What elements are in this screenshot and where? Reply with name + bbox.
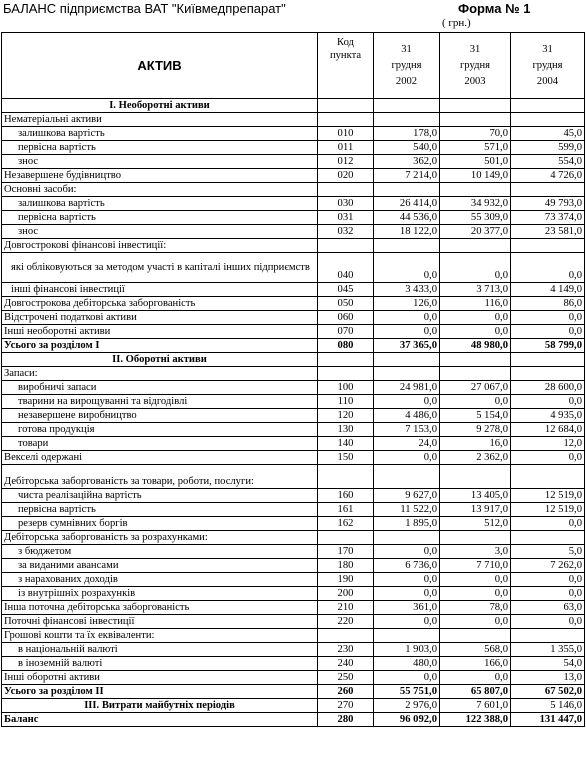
row-label: Інша поточна дебіторська заборгованість [2, 601, 318, 615]
row-code: 130 [318, 423, 374, 437]
table-row [2, 141, 585, 155]
value-2004: 86,0 [511, 297, 585, 311]
balance-table [1, 32, 585, 727]
row-label: резерв сумнівних боргів [2, 517, 318, 531]
value-2003 [440, 465, 511, 489]
row-code: 050 [318, 297, 374, 311]
value-2002: 44 536,0 [374, 211, 440, 225]
row-label: із внутрішніх розрахунків [2, 587, 318, 601]
year-2003-year: 2003 [464, 75, 486, 87]
row-code: 280 [318, 713, 374, 727]
row-label: залишкова вартість [2, 197, 318, 211]
value-2003 [440, 531, 511, 545]
value-2003: 65 807,0 [440, 685, 511, 699]
row-code: 012 [318, 155, 374, 169]
table-row [2, 297, 585, 311]
value-2004: 54,0 [511, 657, 585, 671]
value-2002: 26 414,0 [374, 197, 440, 211]
value-2002: 178,0 [374, 127, 440, 141]
row-code: 030 [318, 197, 374, 211]
row-code [318, 239, 374, 253]
row-label: Основні засоби: [2, 183, 318, 197]
value-2002: 0,0 [374, 325, 440, 339]
row-label: Усього за розділом II [2, 685, 318, 699]
row-label: Відстрочені податкові активи [2, 311, 318, 325]
row-code: 190 [318, 573, 374, 587]
table-row [2, 423, 585, 437]
table-row [2, 699, 585, 713]
row-code: 011 [318, 141, 374, 155]
row-label: первісна вартість [2, 141, 318, 155]
value-2003: 0,0 [440, 615, 511, 629]
row-code: 260 [318, 685, 374, 699]
value-2002: 55 751,0 [374, 685, 440, 699]
value-2004: 0,0 [511, 517, 585, 531]
value-2003: 501,0 [440, 155, 511, 169]
row-code [318, 353, 374, 367]
value-2003: 0,0 [440, 253, 511, 283]
value-2003: 55 309,0 [440, 211, 511, 225]
value-2003: 0,0 [440, 325, 511, 339]
row-label: виробничі запаси [2, 381, 318, 395]
table-row [2, 113, 585, 127]
value-2002: 0,0 [374, 587, 440, 601]
value-2004 [511, 629, 585, 643]
year-2002-year: 2002 [395, 75, 418, 87]
row-code: 010 [318, 127, 374, 141]
value-2004 [511, 99, 585, 113]
value-2003 [440, 367, 511, 381]
row-code: 040 [318, 253, 374, 283]
row-code [318, 367, 374, 381]
row-label: первісна вартість [2, 211, 318, 225]
value-2003: 16,0 [440, 437, 511, 451]
value-2002: 24,0 [374, 437, 440, 451]
row-label: I. Необоротні активи [2, 99, 318, 113]
value-2004: 13,0 [511, 671, 585, 685]
row-code: 150 [318, 451, 374, 465]
row-code: 120 [318, 409, 374, 423]
value-2003: 166,0 [440, 657, 511, 671]
value-2002: 24 981,0 [374, 381, 440, 395]
row-code: 020 [318, 169, 374, 183]
table-row [2, 395, 585, 409]
value-2002: 126,0 [374, 297, 440, 311]
value-2003: 13 917,0 [440, 503, 511, 517]
row-label: Векселі одержані [2, 451, 318, 465]
value-2002 [374, 113, 440, 127]
row-code: 060 [318, 311, 374, 325]
value-2004: 4 935,0 [511, 409, 585, 423]
row-code [318, 99, 374, 113]
table-row [2, 503, 585, 517]
row-label: які обліковуються за методом участі в капіталі інших підприємств [2, 253, 318, 283]
row-label: знос [2, 155, 318, 169]
row-code: 032 [318, 225, 374, 239]
table-row [2, 311, 585, 325]
year-2002-month: грудня [391, 59, 422, 71]
value-2003 [440, 353, 511, 367]
value-2003: 0,0 [440, 311, 511, 325]
value-2002: 0,0 [374, 395, 440, 409]
value-2004: 131 447,0 [511, 713, 585, 727]
value-2003: 9 278,0 [440, 423, 511, 437]
year-2004-month: грудня [532, 59, 563, 71]
row-code: 270 [318, 699, 374, 713]
value-2003: 48 980,0 [440, 339, 511, 353]
value-2002: 2 976,0 [374, 699, 440, 713]
value-2002: 362,0 [374, 155, 440, 169]
value-2002 [374, 99, 440, 113]
value-2004: 0,0 [511, 253, 585, 283]
table-row [2, 465, 585, 489]
value-2002: 0,0 [374, 573, 440, 587]
row-code: 140 [318, 437, 374, 451]
value-2004 [511, 531, 585, 545]
value-2003 [440, 99, 511, 113]
value-2003: 3 713,0 [440, 283, 511, 297]
year-2002-day: 31 [401, 43, 412, 55]
row-code: 240 [318, 657, 374, 671]
value-2003: 13 405,0 [440, 489, 511, 503]
year-2004-header [511, 33, 585, 99]
value-2002: 1 903,0 [374, 643, 440, 657]
value-2002: 1 895,0 [374, 517, 440, 531]
value-2004 [511, 465, 585, 489]
value-2002 [374, 465, 440, 489]
value-2002 [374, 353, 440, 367]
row-code [318, 465, 374, 489]
row-code: 230 [318, 643, 374, 657]
table-row [2, 657, 585, 671]
row-label: інші фінансові інвестиції [2, 283, 318, 297]
table-row [2, 685, 585, 699]
value-2003: 122 388,0 [440, 713, 511, 727]
asset-column-header: АКТИВ [2, 33, 318, 99]
document-title: БАЛАНС підприємства ВАТ "Київмедпрепарат" [3, 1, 286, 16]
value-2004: 12 519,0 [511, 503, 585, 517]
value-2002: 96 092,0 [374, 713, 440, 727]
table-row [2, 601, 585, 615]
year-2003-month: грудня [459, 59, 491, 71]
value-2003: 0,0 [440, 587, 511, 601]
value-2003: 568,0 [440, 643, 511, 657]
value-2002: 7 153,0 [374, 423, 440, 437]
table-row [2, 225, 585, 239]
value-2003: 0,0 [440, 395, 511, 409]
table-row [2, 253, 585, 283]
row-code: 161 [318, 503, 374, 517]
value-2004: 5,0 [511, 545, 585, 559]
value-2002 [374, 367, 440, 381]
table-row [2, 211, 585, 225]
value-2003: 27 067,0 [440, 381, 511, 395]
row-code [318, 629, 374, 643]
row-label: тварини на вирощуванні та відгодівлі [2, 395, 318, 409]
value-2003: 0,0 [440, 671, 511, 685]
value-2002 [374, 629, 440, 643]
table-row [2, 155, 585, 169]
table-row [2, 339, 585, 353]
row-code: 070 [318, 325, 374, 339]
value-2004 [511, 367, 585, 381]
table-row [2, 451, 585, 465]
value-2004: 7 262,0 [511, 559, 585, 573]
value-2004 [511, 113, 585, 127]
value-2002: 37 365,0 [374, 339, 440, 353]
value-2002: 361,0 [374, 601, 440, 615]
value-2004: 4 726,0 [511, 169, 585, 183]
row-label: з нарахованих доходів [2, 573, 318, 587]
value-2002: 540,0 [374, 141, 440, 155]
value-2004: 0,0 [511, 573, 585, 587]
row-label: за виданими авансами [2, 559, 318, 573]
value-2003: 116,0 [440, 297, 511, 311]
value-2003: 512,0 [440, 517, 511, 531]
value-2004: 12 519,0 [511, 489, 585, 503]
row-code: 170 [318, 545, 374, 559]
table-row [2, 283, 585, 297]
value-2004: 0,0 [511, 395, 585, 409]
year-2004-day: 31 [542, 43, 553, 55]
value-2002: 0,0 [374, 311, 440, 325]
table-row [2, 437, 585, 451]
row-code: 080 [318, 339, 374, 353]
row-code: 031 [318, 211, 374, 225]
row-label: в іноземній валюті [2, 657, 318, 671]
value-2002: 480,0 [374, 657, 440, 671]
value-2004 [511, 183, 585, 197]
value-2002 [374, 531, 440, 545]
value-2004: 0,0 [511, 615, 585, 629]
row-code: 180 [318, 559, 374, 573]
row-label: первісна вартість [2, 503, 318, 517]
value-2004: 12,0 [511, 437, 585, 451]
table-row [2, 409, 585, 423]
value-2004: 0,0 [511, 587, 585, 601]
table-row [2, 381, 585, 395]
row-code: 210 [318, 601, 374, 615]
row-code: 220 [318, 615, 374, 629]
value-2004: 58 799,0 [511, 339, 585, 353]
row-label: Поточні фінансові інвестиції [2, 615, 318, 629]
value-2002 [374, 183, 440, 197]
row-label: залишкова вартість [2, 127, 318, 141]
value-2002: 18 122,0 [374, 225, 440, 239]
value-2002: 6 736,0 [374, 559, 440, 573]
value-2003: 7 601,0 [440, 699, 511, 713]
row-label: незавершене виробництво [2, 409, 318, 423]
value-2002: 0,0 [374, 671, 440, 685]
value-2002: 0,0 [374, 451, 440, 465]
value-2003: 70,0 [440, 127, 511, 141]
year-2002-header [374, 33, 440, 99]
row-label: Баланс [2, 713, 318, 727]
table-row [2, 353, 585, 367]
row-code [318, 183, 374, 197]
value-2002: 11 522,0 [374, 503, 440, 517]
value-2002: 9 627,0 [374, 489, 440, 503]
value-2003 [440, 239, 511, 253]
value-2003: 3,0 [440, 545, 511, 559]
row-label: Інші оборотні активи [2, 671, 318, 685]
table-row [2, 517, 585, 531]
row-label: Незавершене будівництво [2, 169, 318, 183]
currency-unit: ( грн.) [442, 17, 471, 29]
value-2004: 63,0 [511, 601, 585, 615]
row-label: Грошові кошти та їх еквіваленти: [2, 629, 318, 643]
table-row [2, 629, 585, 643]
value-2003: 10 149,0 [440, 169, 511, 183]
table-row [2, 713, 585, 727]
row-label: III. Витрати майбутніх періодів [2, 699, 318, 713]
year-2004-year: 2004 [536, 75, 559, 87]
value-2004: 49 793,0 [511, 197, 585, 211]
row-code: 100 [318, 381, 374, 395]
value-2003: 7 710,0 [440, 559, 511, 573]
value-2004: 73 374,0 [511, 211, 585, 225]
value-2003: 34 932,0 [440, 197, 511, 211]
table-row [2, 573, 585, 587]
value-2004 [511, 239, 585, 253]
value-2004: 5 146,0 [511, 699, 585, 713]
table-row [2, 197, 585, 211]
table-row [2, 671, 585, 685]
value-2004: 4 149,0 [511, 283, 585, 297]
code-header-line1: Код [337, 37, 354, 48]
row-code [318, 113, 374, 127]
value-2004: 28 600,0 [511, 381, 585, 395]
form-number: Форма № 1 [458, 1, 531, 16]
value-2004 [511, 353, 585, 367]
table-row [2, 367, 585, 381]
row-label: Нематеріальні активи [2, 113, 318, 127]
value-2003 [440, 183, 511, 197]
value-2002: 7 214,0 [374, 169, 440, 183]
value-2004: 1 355,0 [511, 643, 585, 657]
row-code: 160 [318, 489, 374, 503]
row-label: товари [2, 437, 318, 451]
value-2002: 0,0 [374, 253, 440, 283]
value-2004: 67 502,0 [511, 685, 585, 699]
table-row [2, 169, 585, 183]
code-column-header [318, 33, 374, 99]
row-code: 045 [318, 283, 374, 297]
value-2003: 571,0 [440, 141, 511, 155]
row-code: 250 [318, 671, 374, 685]
table-body [2, 99, 585, 727]
value-2004: 45,0 [511, 127, 585, 141]
value-2003: 0,0 [440, 573, 511, 587]
value-2002: 4 486,0 [374, 409, 440, 423]
value-2002: 3 433,0 [374, 283, 440, 297]
table-header-row [2, 33, 585, 99]
row-label: Дебіторська заборгованість за товари, роботи, послуги: [2, 465, 318, 489]
value-2003: 5 154,0 [440, 409, 511, 423]
table-row [2, 239, 585, 253]
table-row [2, 559, 585, 573]
row-label: чиста реалізаційна вартість [2, 489, 318, 503]
table-row [2, 615, 585, 629]
row-label: знос [2, 225, 318, 239]
row-code: 162 [318, 517, 374, 531]
table-row [2, 643, 585, 657]
value-2002: 0,0 [374, 545, 440, 559]
row-label: в національній валюті [2, 643, 318, 657]
value-2004: 0,0 [511, 451, 585, 465]
row-label: Дебіторська заборгованість за розрахунками: [2, 531, 318, 545]
year-2003-day: 31 [469, 43, 481, 55]
value-2004: 23 581,0 [511, 225, 585, 239]
value-2004: 554,0 [511, 155, 585, 169]
table-row [2, 325, 585, 339]
table-row [2, 99, 585, 113]
year-2003-header [440, 33, 511, 99]
value-2003 [440, 113, 511, 127]
row-label: готова продукція [2, 423, 318, 437]
table-row [2, 531, 585, 545]
table-row [2, 489, 585, 503]
row-label: Запаси: [2, 367, 318, 381]
value-2003: 78,0 [440, 601, 511, 615]
code-header-line2: пункта [329, 50, 362, 61]
value-2003 [440, 629, 511, 643]
value-2003: 2 362,0 [440, 451, 511, 465]
table-row [2, 127, 585, 141]
table-row [2, 183, 585, 197]
value-2004: 0,0 [511, 311, 585, 325]
row-code [318, 531, 374, 545]
table-row [2, 587, 585, 601]
value-2004: 599,0 [511, 141, 585, 155]
value-2004: 12 684,0 [511, 423, 585, 437]
value-2002: 0,0 [374, 615, 440, 629]
row-label: Довгострокова дебіторська заборгованість [2, 297, 318, 311]
row-label: Інші необоротні активи [2, 325, 318, 339]
table-row [2, 545, 585, 559]
row-label: Усього за розділом І [2, 339, 318, 353]
row-label: з бюджетом [2, 545, 318, 559]
row-label: Довгострокові фінансові інвестиції: [2, 239, 318, 253]
row-code: 110 [318, 395, 374, 409]
value-2003: 20 377,0 [440, 225, 511, 239]
row-code: 200 [318, 587, 374, 601]
row-label: II. Оборотні активи [2, 353, 318, 367]
value-2004: 0,0 [511, 325, 585, 339]
value-2002 [374, 239, 440, 253]
